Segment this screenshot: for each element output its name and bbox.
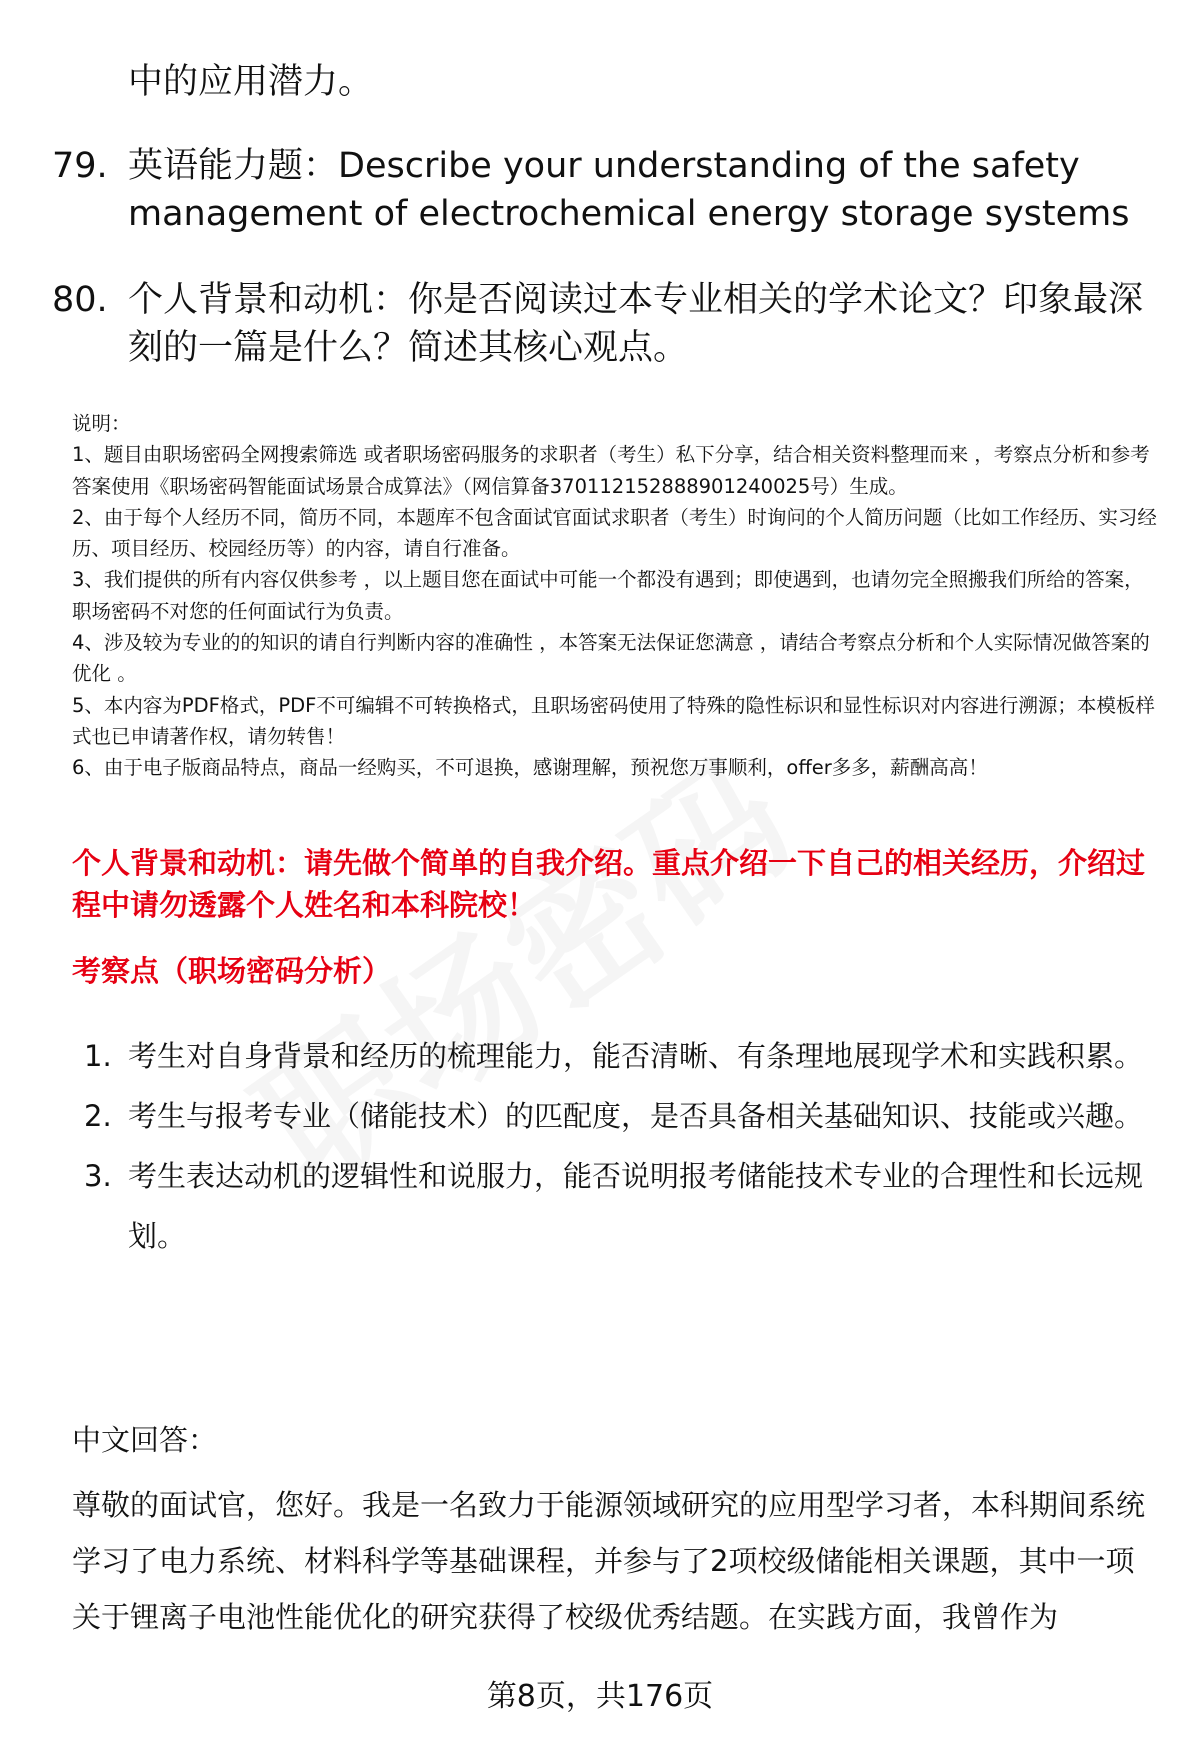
notes-section — [72, 408, 1162, 784]
notes-title: 说明： — [72, 412, 131, 435]
question-79-number: 79. — [52, 146, 108, 186]
notes-item-3: 3、我们提供的所有内容仅供参考 ，以上题目您在面试中可能一个都没有遇到；即使遇到，也请勿完全照搬我们所给的答案，职场密码不对您的任何面试行为负责。 — [72, 568, 1144, 623]
list-item — [84, 1086, 1164, 1146]
page-number: 第8页，共176页 — [486, 1679, 714, 1714]
question-80 — [52, 276, 1162, 372]
question-80-text: 个人背景和动机：你是否阅读过本专业相关的学术论文？印象最深刻的一篇是什么？简述其核心观点。 — [128, 280, 1144, 368]
notes-item-6: 6、由于电子版商品特点，商品一经购买，不可退换，感谢理解，预祝您万事顺利，offer多多，薪酬高高！ — [72, 756, 988, 780]
list-item-text: 考生表达动机的逻辑性和说服力，能否说明报考储能技术专业的合理性和长远规划。 — [128, 1159, 1144, 1253]
question-79-text: 英语能力题：Describe your understanding of the safety management of electrochemical energy storage systems — [128, 146, 1130, 234]
answer-text: 尊敬的面试官，您好。我是一名致力于能源领域研究的应用型学习者，本科期间系统学习了电力系统、材料科学等基础课程，并参与了2项校级储能相关课题，其中一项关于锂离子电池性能优化的研究获得了校级优秀结题。在实践方面，我曾作为 — [72, 1488, 1146, 1634]
question-78-tail: 中的应用潜力。 — [128, 62, 374, 102]
list-item — [84, 1146, 1164, 1266]
assessment-points-list — [84, 1026, 1164, 1266]
notes-item-4: 4、涉及较为专业的的知识的请自行判断内容的准确性 ，本答案无法保证您满意 ，请结合考察点分析和个人实际情况做答案的优化 。 — [72, 631, 1150, 686]
assessment-points-title: 考察点（职场密码分析） — [72, 954, 392, 988]
question-title: 个人背景和动机：请先做个简单的自我介绍。重点介绍一下自己的相关经历，介绍过程中请勿透露个人姓名和本科院校！ — [72, 846, 1146, 922]
list-item-number: 3. — [84, 1159, 112, 1193]
list-item-text: 考生与报考专业（储能技术）的匹配度，是否具备相关基础知识、技能或兴趣。 — [128, 1099, 1144, 1133]
list-item — [84, 1026, 1164, 1086]
list-item-number: 2. — [84, 1099, 112, 1133]
answer-label: 中文回答： — [72, 1423, 218, 1457]
list-item-text: 考生对自身背景和经历的梳理能力，能否清晰、有条理地展现学术和实践积累。 — [128, 1039, 1144, 1073]
notes-item-2: 2、由于每个人经历不同，简历不同，本题库不包含面试官面试求职者（考生）时询问的个人简历问题（比如工作经历、实习经历、项目经历、校园经历等）的内容，请自行准备。 — [72, 505, 1157, 561]
list-item-number: 1. — [84, 1039, 112, 1073]
notes-item-1: 1、题目由职场密码全网搜索筛选 或者职场密码服务的求职者（考生）私下分享，结合相关资料整理而来 ，考察点分析和参考答案使用《职场密码智能面试场景合成算法》（网信算备370112152888901240025号）生成。 — [72, 443, 1150, 498]
question-79 — [52, 142, 1162, 238]
question-80-number: 80. — [52, 280, 108, 320]
notes-item-5: 5、本内容为PDF格式，PDF不可编辑不可转换格式，且职场密码使用了特殊的隐性标识和显性标识对内容进行溯源；本模板样式也已申请著作权，请勿转售！ — [72, 693, 1155, 748]
